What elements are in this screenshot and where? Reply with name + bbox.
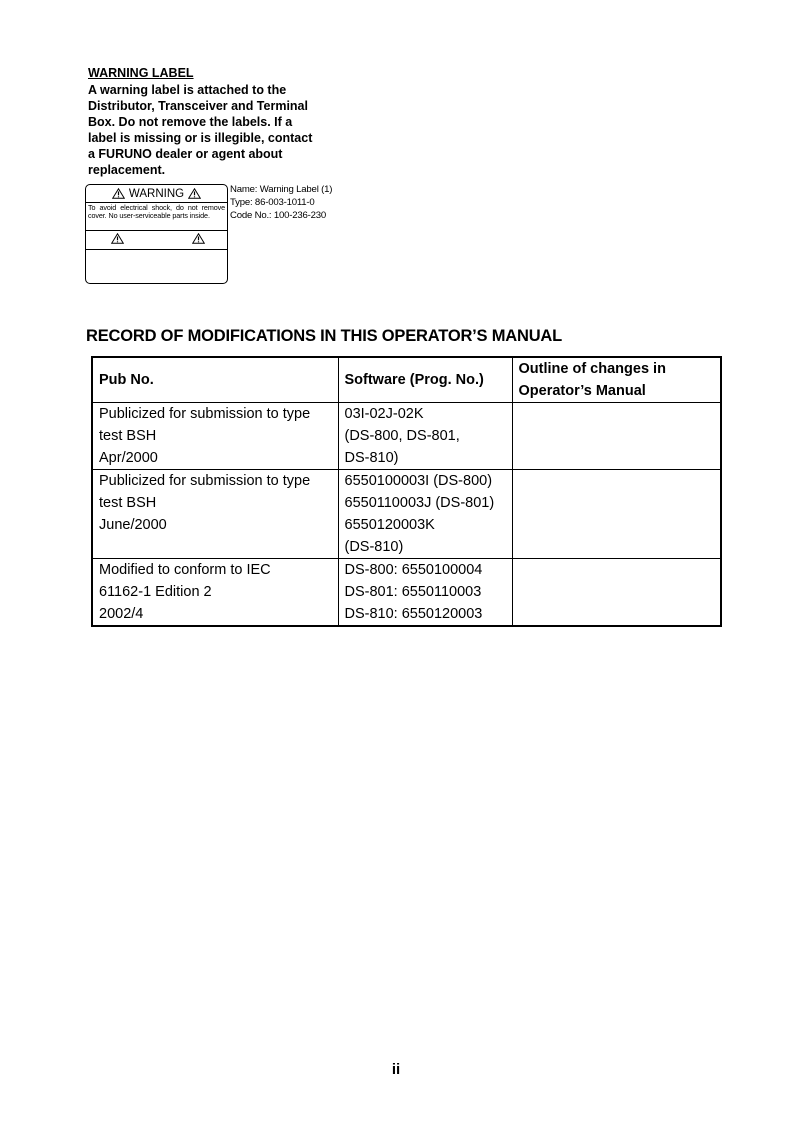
warning-label-illustration — [85, 184, 228, 284]
warning-triangle-icon — [192, 233, 205, 244]
warning-text-line: label is missing or is illegible, contact — [88, 131, 313, 145]
table-row — [92, 403, 721, 470]
column-header-outline: Outline of changes in Operator’s Manual — [512, 357, 721, 403]
warning-text-line: Box. Do not remove the labels. If a — [88, 115, 293, 129]
label-type: Type: 86-003-1011-0 — [230, 197, 315, 208]
cell-software: 6550100003I (DS-800) 6550110003J (DS-801) 6550120003K (DS-810) — [338, 470, 512, 559]
cell-software: 03I-02J-02K (DS-800, DS-801, DS-810) — [338, 403, 512, 470]
label-title-text: WARNING — [128, 187, 185, 200]
column-header-pub-no: Pub No. — [92, 357, 338, 403]
table-row — [92, 470, 721, 559]
modifications-table — [91, 356, 722, 627]
record-heading: RECORD OF MODIFICATIONS IN THIS OPERATOR’S MANUAL — [86, 327, 563, 345]
column-header-software: Software (Prog. No.) — [338, 357, 512, 403]
warning-triangle-icon — [188, 188, 201, 199]
warning-triangle-icon — [112, 188, 125, 199]
label-name: Name: Warning Label (1) — [230, 184, 333, 195]
warning-text-line: replacement. — [88, 163, 166, 177]
warning-text-line: A warning label is attached to the — [88, 83, 287, 97]
cell-pub-no: Publicized for submission to type test BSH June/2000 — [92, 470, 338, 559]
warning-text-line: a FURUNO dealer or agent about — [88, 147, 283, 161]
label-caution-text: To avoid electrical shock, do not remove cover. No user-serviceable parts inside. — [88, 203, 225, 221]
cell-outline — [512, 470, 721, 559]
warning-label-heading: WARNING LABEL — [88, 66, 194, 80]
warning-triangle-icon — [111, 233, 124, 244]
page-number: ii — [391, 1061, 401, 1078]
cell-outline — [512, 559, 721, 627]
label-title-row — [86, 186, 227, 201]
table-row — [92, 559, 721, 627]
label-divider — [86, 230, 227, 231]
cell-software: DS-800: 6550100004 DS-801: 6550110003 DS-810: 6550120003 — [338, 559, 512, 627]
cell-pub-no: Publicized for submission to type test BSH Apr/2000 — [92, 403, 338, 470]
label-divider — [86, 249, 227, 250]
table-header-row — [92, 357, 721, 403]
cell-outline — [512, 403, 721, 470]
cell-pub-no: Modified to conform to IEC 61162-1 Edition 2 2002/4 — [92, 559, 338, 627]
warning-text-line: Distributor, Transceiver and Terminal — [88, 99, 308, 113]
label-code-no: Code No.: 100-236-230 — [230, 210, 327, 221]
